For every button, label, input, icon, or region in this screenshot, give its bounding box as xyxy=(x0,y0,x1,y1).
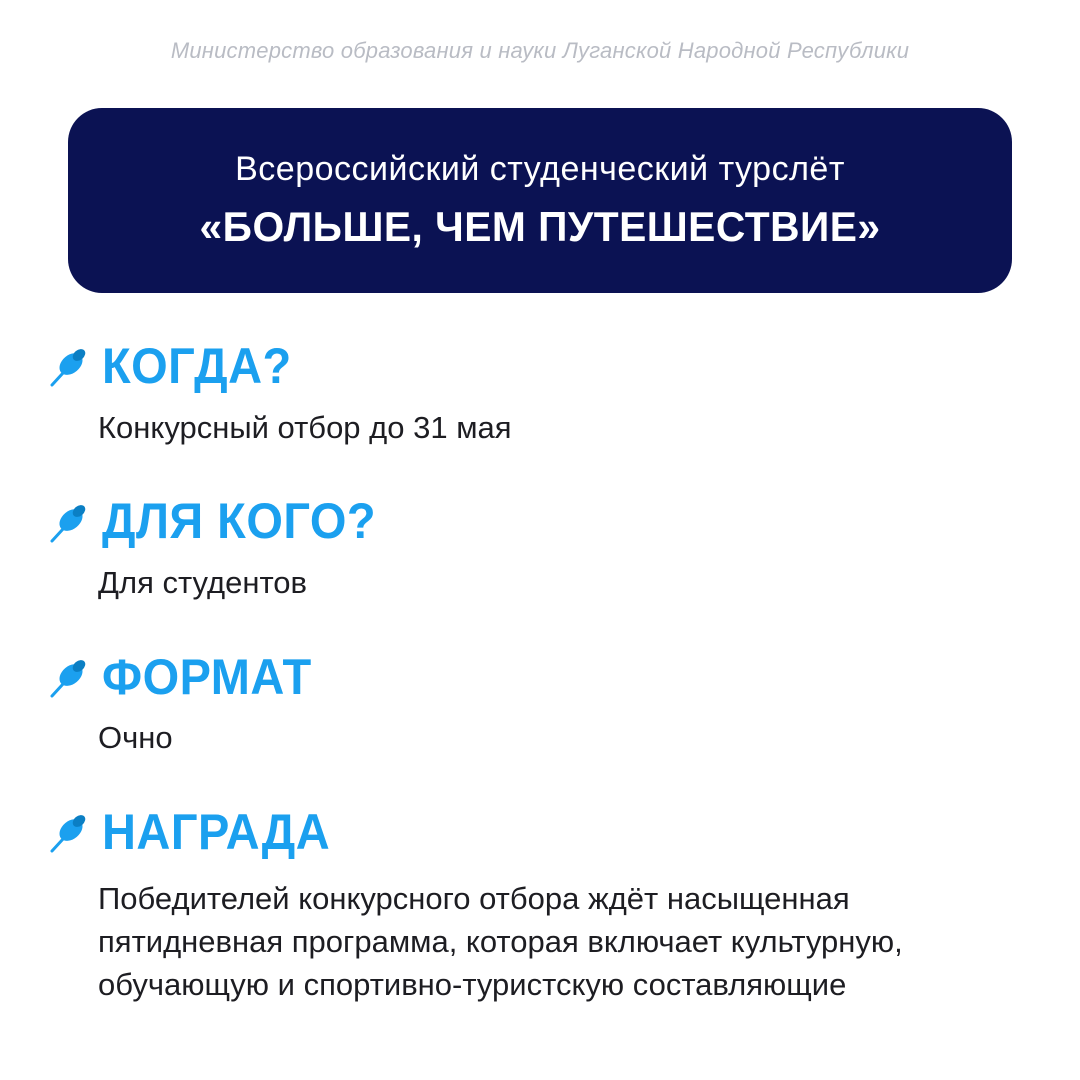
section-award-heading-row xyxy=(46,803,1046,860)
section-format-text: Очно xyxy=(98,720,173,756)
section-audience-text: Для студентов xyxy=(98,564,308,600)
section-audience-heading-row xyxy=(46,495,1046,548)
section-audience xyxy=(46,495,1046,604)
section-audience-title: ДЛЯ КОГО? xyxy=(102,493,377,550)
pushpin-icon xyxy=(46,342,92,390)
section-award-title: НАГРАДА xyxy=(102,803,331,860)
section-format-heading-row xyxy=(46,648,1046,705)
section-award-text: Победителей конкурсного отбора ждёт насыщенная пятидневная программа, которая включает культурную, обучающую и спортивно-туристскую составляющие xyxy=(98,881,903,1002)
section-award xyxy=(46,803,1046,1007)
pushpin-icon xyxy=(46,808,92,856)
title-banner xyxy=(68,108,1012,293)
pushpin-icon xyxy=(46,498,92,546)
section-format xyxy=(46,648,1046,760)
banner-title: «БОЛЬШЕ, ЧЕМ ПУТЕШЕСТВИЕ» xyxy=(199,203,881,250)
section-when-heading-row xyxy=(46,340,1046,393)
section-when xyxy=(46,340,1046,449)
section-format-title: ФОРМАТ xyxy=(102,648,312,705)
ministry-label: Министерство образования и науки Луганской Народной Республики xyxy=(170,38,910,63)
pushpin-icon xyxy=(46,653,92,701)
section-when-text: Конкурсный отбор до 31 мая xyxy=(98,409,512,445)
content-sections xyxy=(46,340,1046,1007)
banner-subtitle: Всероссийский студенческий турслёт xyxy=(235,150,845,188)
section-when-title: КОГДА? xyxy=(102,338,292,394)
